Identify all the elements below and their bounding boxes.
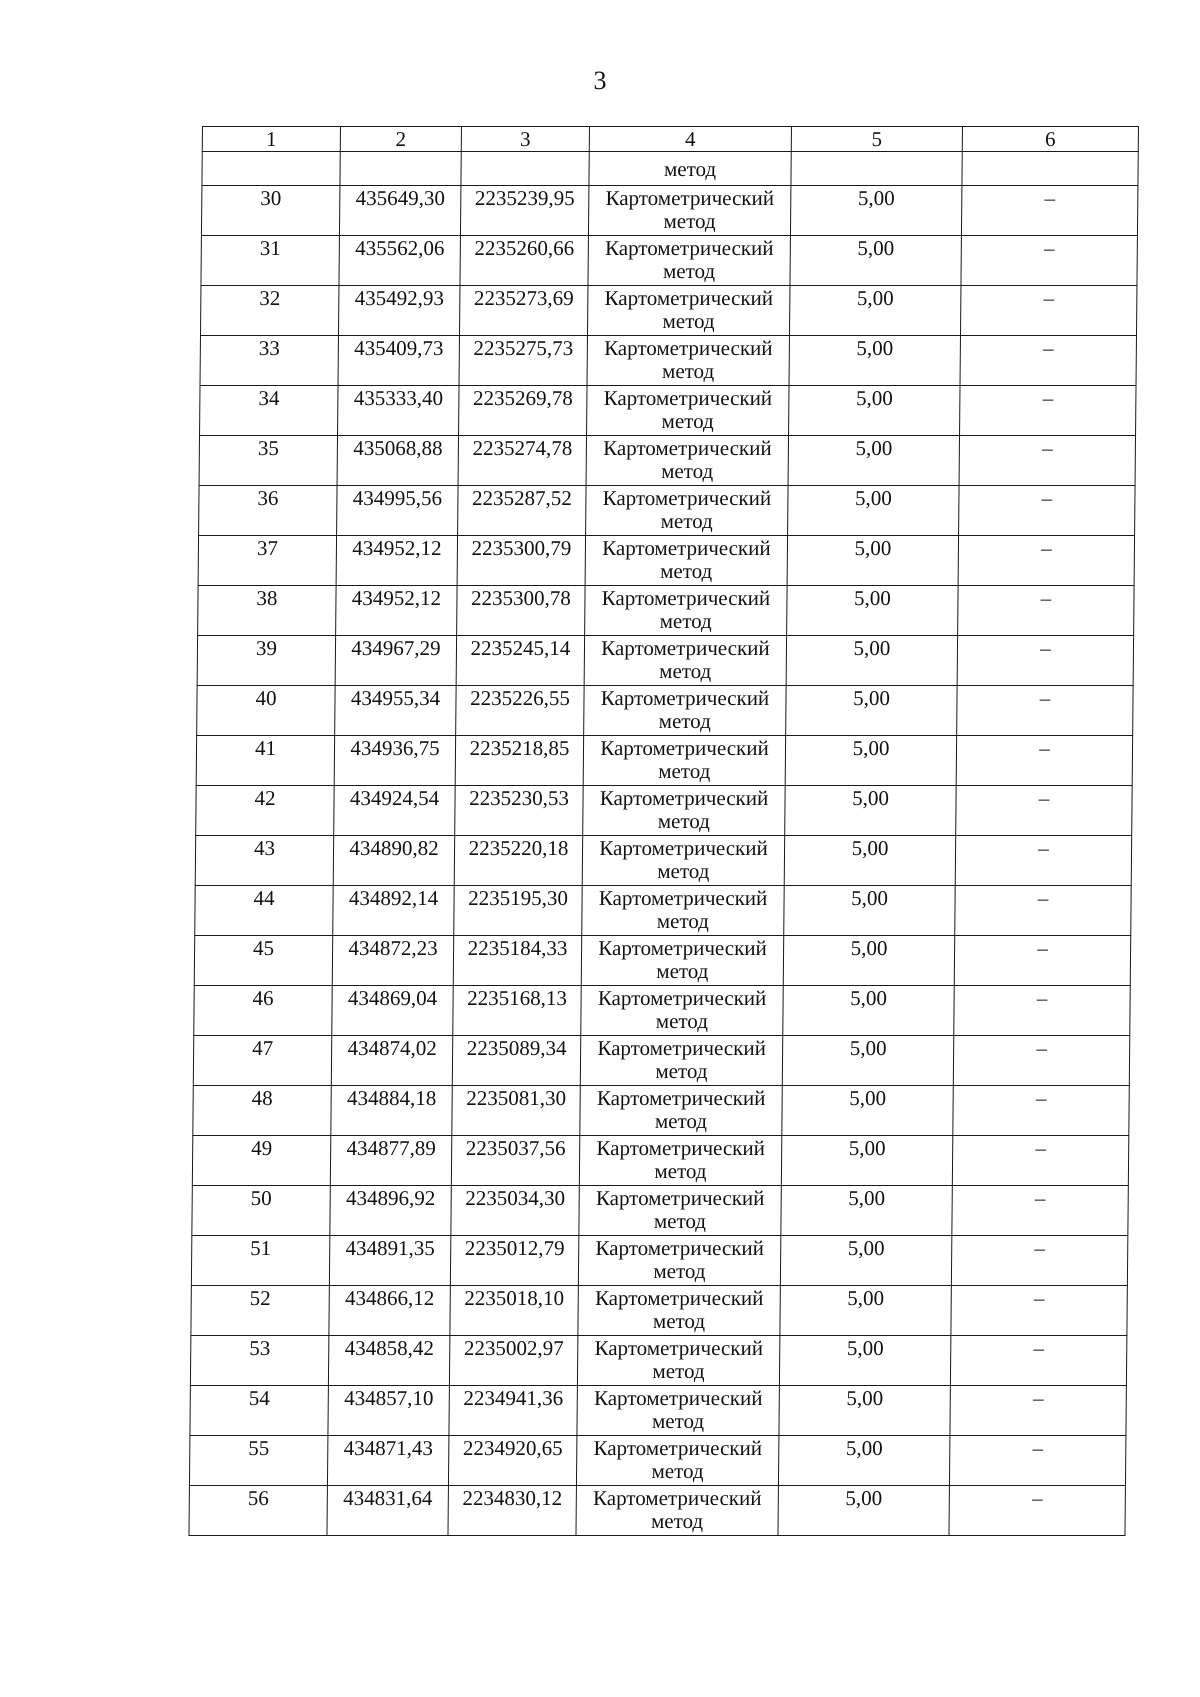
empty-cell (791, 152, 962, 186)
table-row (200, 336, 1136, 386)
x-coordinate-cell: 434967,29 (335, 636, 456, 686)
method-line-1: Картометрический (595, 1186, 765, 1210)
method-line-1: Картометрический (604, 236, 774, 260)
y-coordinate-cell: 2235168,13 (453, 986, 581, 1036)
precision-cell: 5,00 (788, 486, 959, 536)
point-number-cell: 45 (194, 936, 332, 986)
method-line-1: Картометрический (602, 486, 772, 510)
note-cell: – (961, 186, 1137, 236)
method-cell (586, 436, 788, 486)
x-coordinate-cell: 434952,12 (336, 586, 457, 636)
x-coordinate-cell: 434955,34 (335, 686, 456, 736)
table-row (190, 1336, 1126, 1386)
continuation-row (202, 152, 1138, 186)
method-cell (585, 586, 787, 636)
point-number-cell: 49 (192, 1136, 330, 1186)
precision-cell: 5,00 (781, 1186, 952, 1236)
x-coordinate-cell: 434872,23 (332, 936, 453, 986)
method-line-1: Картометрический (596, 1136, 766, 1160)
precision-cell: 5,00 (784, 886, 955, 936)
method-line-2: метод (654, 1109, 708, 1133)
point-number-cell: 38 (198, 586, 336, 636)
table-row (198, 586, 1134, 636)
y-coordinate-cell: 2235274,78 (458, 436, 586, 486)
x-coordinate-cell: 434995,56 (337, 486, 458, 536)
method-cell (584, 686, 786, 736)
x-coordinate-cell: 435649,30 (339, 186, 460, 236)
method-cell (576, 1436, 778, 1486)
precision-cell: 5,00 (789, 386, 960, 436)
method-cell (586, 486, 788, 536)
method-line-1: Картометрический (604, 286, 774, 310)
method-line-2: метод (661, 459, 714, 483)
table-row (189, 1486, 1125, 1536)
table-row (196, 736, 1132, 786)
column-number-cell: 5 (791, 127, 962, 152)
note-cell: – (958, 536, 1134, 586)
table-row (199, 486, 1135, 536)
method-line-2: метод (654, 1159, 707, 1183)
method-line-1: Картометрический (603, 436, 772, 460)
precision-cell: 5,00 (781, 1136, 952, 1186)
y-coordinate-cell: 2235300,78 (457, 586, 585, 636)
x-coordinate-cell: 434890,82 (333, 836, 454, 886)
precision-cell: 5,00 (790, 236, 961, 286)
method-line-2: метод (651, 1459, 704, 1483)
precision-cell: 5,00 (779, 1386, 950, 1436)
note-cell: – (950, 1336, 1126, 1386)
precision-cell: 5,00 (780, 1236, 951, 1286)
method-line-2: метод (659, 659, 712, 683)
method-cell (577, 1386, 779, 1436)
note-cell: – (960, 286, 1136, 336)
method-line-2: метод (655, 1009, 709, 1033)
precision-cell: 5,00 (786, 636, 957, 686)
y-coordinate-cell: 2235245,14 (456, 636, 584, 686)
method-cell (587, 386, 789, 436)
y-coordinate-cell: 2235195,30 (454, 886, 582, 936)
y-coordinate-cell: 2235012,79 (450, 1236, 578, 1286)
method-line-1: Картометрический (595, 1236, 765, 1260)
method-cell (582, 886, 784, 936)
note-cell: – (960, 386, 1136, 436)
method-cell (579, 1136, 781, 1186)
method-line-2: метод (656, 959, 709, 983)
table-row (191, 1236, 1127, 1286)
note-cell: – (956, 786, 1132, 836)
table-row (201, 186, 1137, 236)
table-body (189, 127, 1139, 1536)
precision-cell: 5,00 (787, 536, 958, 586)
method-continuation-cell: метод (589, 152, 791, 186)
note-cell: – (959, 486, 1135, 536)
precision-cell: 5,00 (788, 436, 959, 486)
precision-cell: 5,00 (785, 736, 956, 786)
method-cell (581, 936, 783, 986)
empty-cell (962, 152, 1138, 186)
point-number-cell: 41 (196, 736, 334, 786)
note-cell: – (954, 986, 1130, 1036)
y-coordinate-cell: 2235089,34 (452, 1036, 580, 1086)
note-cell: – (955, 836, 1131, 886)
table-row (190, 1386, 1126, 1436)
method-line-2: метод (658, 759, 711, 783)
method-line-2: метод (653, 1209, 707, 1233)
point-number-cell: 50 (192, 1186, 330, 1236)
point-number-cell: 56 (189, 1486, 327, 1536)
table-row (193, 1036, 1129, 1086)
x-coordinate-cell: 434857,10 (328, 1386, 449, 1436)
method-line-1: Картометрический (601, 636, 770, 660)
method-line-1: Картометрический (593, 1386, 763, 1410)
point-number-cell: 46 (194, 986, 332, 1036)
x-coordinate-cell: 434874,02 (331, 1036, 452, 1086)
y-coordinate-cell: 2235002,97 (449, 1336, 577, 1386)
note-cell: – (960, 336, 1136, 386)
method-line-1: Картометрический (601, 586, 771, 610)
table-row (198, 536, 1134, 586)
method-cell (583, 786, 785, 836)
empty-cell (340, 152, 461, 186)
table-row (197, 686, 1133, 736)
x-coordinate-cell: 434892,14 (333, 886, 454, 936)
point-number-cell: 52 (191, 1286, 329, 1336)
precision-cell: 5,00 (783, 936, 954, 986)
point-number-cell: 47 (193, 1036, 331, 1086)
y-coordinate-cell: 2235230,53 (455, 786, 583, 836)
x-coordinate-cell: 434884,18 (331, 1086, 452, 1136)
table-row (200, 386, 1136, 436)
method-line-2: метод (656, 909, 710, 933)
page-number: 3 (593, 66, 607, 95)
point-number-cell: 30 (201, 186, 339, 236)
note-cell: – (951, 1236, 1127, 1286)
y-coordinate-cell: 2234941,36 (449, 1386, 577, 1436)
y-coordinate-cell: 2235273,69 (459, 286, 587, 336)
precision-cell: 5,00 (779, 1336, 950, 1386)
note-cell: – (956, 736, 1132, 786)
method-cell (588, 186, 790, 236)
point-number-cell: 48 (193, 1086, 331, 1136)
x-coordinate-cell: 434869,04 (332, 986, 453, 1036)
y-coordinate-cell: 2235300,79 (457, 536, 585, 586)
point-number-cell: 51 (191, 1236, 329, 1286)
point-number-cell: 36 (199, 486, 337, 536)
x-coordinate-cell: 435492,93 (338, 286, 459, 336)
column-number-row (202, 127, 1138, 152)
method-line-1: Картометрический (600, 686, 770, 710)
y-coordinate-cell: 2234830,12 (448, 1486, 576, 1536)
method-line-2: метод (650, 1509, 704, 1533)
y-coordinate-cell: 2235260,66 (460, 236, 588, 286)
column-number-cell: 6 (962, 127, 1138, 152)
column-number-cell: 1 (202, 127, 340, 152)
method-line-2: метод (659, 609, 712, 633)
point-number-cell: 53 (190, 1336, 328, 1386)
precision-cell: 5,00 (778, 1486, 949, 1536)
method-line-2: метод (661, 359, 715, 383)
precision-cell: 5,00 (790, 186, 961, 236)
point-number-cell: 40 (197, 686, 335, 736)
x-coordinate-cell: 435562,06 (339, 236, 460, 286)
note-cell: – (958, 586, 1134, 636)
method-cell (583, 736, 785, 786)
point-number-cell: 32 (200, 286, 338, 336)
table-row (194, 986, 1130, 1036)
table-row (195, 886, 1131, 936)
column-number-cell: 2 (340, 127, 461, 152)
precision-cell: 5,00 (780, 1286, 951, 1336)
method-cell (578, 1286, 780, 1336)
x-coordinate-cell: 434871,43 (327, 1436, 448, 1486)
x-coordinate-cell: 434877,89 (330, 1136, 451, 1186)
x-coordinate-cell: 434924,54 (334, 786, 455, 836)
method-line-1: Картометрический (599, 786, 769, 810)
note-cell: – (959, 436, 1135, 486)
point-number-cell: 54 (190, 1386, 328, 1436)
method-cell (579, 1186, 781, 1236)
note-cell: – (953, 1036, 1129, 1086)
method-line-2: метод (657, 859, 710, 883)
y-coordinate-cell: 2235269,78 (459, 386, 587, 436)
method-line-1: Картометрический (597, 986, 767, 1010)
precision-cell: 5,00 (789, 286, 960, 336)
method-cell (580, 1036, 782, 1086)
y-coordinate-cell: 2235218,85 (455, 736, 583, 786)
table-row (200, 286, 1136, 336)
method-line-1: Картометрический (604, 336, 773, 360)
method-cell (588, 236, 790, 286)
method-line-1: Картометрический (599, 836, 768, 860)
y-coordinate-cell: 2234920,65 (448, 1436, 576, 1486)
precision-cell: 5,00 (784, 836, 955, 886)
point-number-cell: 37 (198, 536, 336, 586)
method-line-2: метод (657, 809, 710, 833)
method-cell (580, 1086, 782, 1136)
method-line-2: метод (652, 1309, 706, 1333)
note-cell: – (957, 636, 1133, 686)
table-row (195, 836, 1131, 886)
point-number-cell: 35 (199, 436, 337, 486)
table-row (192, 1186, 1128, 1236)
empty-cell (461, 152, 589, 186)
column-number-cell: 4 (589, 127, 791, 152)
method-line-2: метод (651, 1409, 705, 1433)
point-number-cell: 31 (201, 236, 339, 286)
method-line-1: Картометрический (597, 1036, 766, 1060)
precision-cell: 5,00 (786, 686, 957, 736)
x-coordinate-cell: 434831,64 (327, 1486, 448, 1536)
note-cell: – (949, 1436, 1125, 1486)
method-cell (584, 636, 786, 686)
method-line-1: Картометрический (594, 1286, 764, 1310)
y-coordinate-cell: 2235239,95 (460, 186, 588, 236)
y-coordinate-cell: 2235081,30 (452, 1086, 580, 1136)
table-row (197, 636, 1133, 686)
method-line-2: метод (653, 1259, 706, 1283)
method-line-1: Картометрический (602, 536, 771, 560)
y-coordinate-cell: 2235220,18 (454, 836, 582, 886)
method-line-1: Картометрический (600, 736, 769, 760)
y-coordinate-cell: 2235184,33 (453, 936, 581, 986)
method-cell (581, 986, 783, 1036)
y-coordinate-cell: 2235037,56 (451, 1136, 579, 1186)
y-coordinate-cell: 2235226,55 (456, 686, 584, 736)
method-line-2: метод (661, 409, 714, 433)
table-row (196, 786, 1132, 836)
method-line-1: Картометрический (593, 1436, 763, 1460)
method-cell (576, 1486, 778, 1536)
point-number-cell: 33 (200, 336, 338, 386)
precision-cell: 5,00 (778, 1436, 949, 1486)
method-cell (582, 836, 784, 886)
method-line-2: метод (663, 209, 716, 233)
method-line-2: метод (662, 309, 715, 333)
method-line-1: Картометрический (596, 1086, 766, 1110)
coordinates-table (188, 126, 1139, 1536)
note-cell: – (954, 936, 1130, 986)
x-coordinate-cell: 434866,12 (329, 1286, 450, 1336)
precision-cell: 5,00 (782, 1036, 953, 1086)
table-row (193, 1086, 1129, 1136)
empty-cell (202, 152, 340, 186)
point-number-cell: 39 (197, 636, 335, 686)
precision-cell: 5,00 (782, 1086, 953, 1136)
y-coordinate-cell: 2235287,52 (458, 486, 586, 536)
y-coordinate-cell: 2235018,10 (450, 1286, 578, 1336)
method-line-2: метод (658, 709, 711, 733)
method-line-2: метод (655, 1059, 708, 1083)
method-cell (587, 336, 789, 386)
note-cell: – (957, 686, 1133, 736)
x-coordinate-cell: 434936,75 (334, 736, 455, 786)
x-coordinate-cell: 434891,35 (329, 1236, 450, 1286)
method-line-1: Картометрический (598, 886, 768, 910)
table-row (189, 1436, 1125, 1486)
x-coordinate-cell: 435068,88 (337, 436, 458, 486)
note-cell: – (953, 1086, 1129, 1136)
precision-cell: 5,00 (789, 336, 960, 386)
precision-cell: 5,00 (785, 786, 956, 836)
method-cell (585, 536, 787, 586)
column-number-cell: 3 (461, 127, 589, 152)
y-coordinate-cell: 2235275,73 (459, 336, 587, 386)
point-number-cell: 43 (195, 836, 333, 886)
note-cell: – (952, 1136, 1128, 1186)
method-line-1: Картометрический (598, 936, 767, 960)
x-coordinate-cell: 435409,73 (338, 336, 459, 386)
x-coordinate-cell: 435333,40 (338, 386, 459, 436)
method-cell (587, 286, 789, 336)
y-coordinate-cell: 2235034,30 (451, 1186, 579, 1236)
point-number-cell: 34 (200, 386, 338, 436)
table-row (201, 236, 1137, 286)
note-cell: – (951, 1286, 1127, 1336)
note-cell: – (955, 886, 1131, 936)
table-row (194, 936, 1130, 986)
method-line-2: метод (652, 1359, 705, 1383)
precision-cell: 5,00 (787, 586, 958, 636)
method-cell (578, 1236, 780, 1286)
x-coordinate-cell: 434952,12 (336, 536, 457, 586)
method-line-2: метод (660, 559, 713, 583)
table-row (192, 1136, 1128, 1186)
note-cell: – (949, 1486, 1125, 1536)
method-line-1: Картометрический (594, 1336, 764, 1360)
x-coordinate-cell: 434858,42 (328, 1336, 449, 1386)
note-cell: – (961, 236, 1137, 286)
table-row (199, 436, 1135, 486)
note-cell: – (950, 1386, 1126, 1436)
method-line-2: метод (660, 509, 713, 533)
method-line-1: Картометрический (603, 386, 773, 410)
method-line-1: Картометрический (592, 1486, 762, 1510)
precision-cell: 5,00 (783, 986, 954, 1036)
table-row (191, 1286, 1127, 1336)
note-cell: – (952, 1186, 1128, 1236)
method-line-1: Картометрический (605, 186, 775, 210)
x-coordinate-cell: 434896,92 (330, 1186, 451, 1236)
point-number-cell: 55 (189, 1436, 327, 1486)
method-line-2: метод (662, 259, 716, 283)
point-number-cell: 44 (195, 886, 333, 936)
point-number-cell: 42 (196, 786, 334, 836)
method-cell (577, 1336, 779, 1386)
